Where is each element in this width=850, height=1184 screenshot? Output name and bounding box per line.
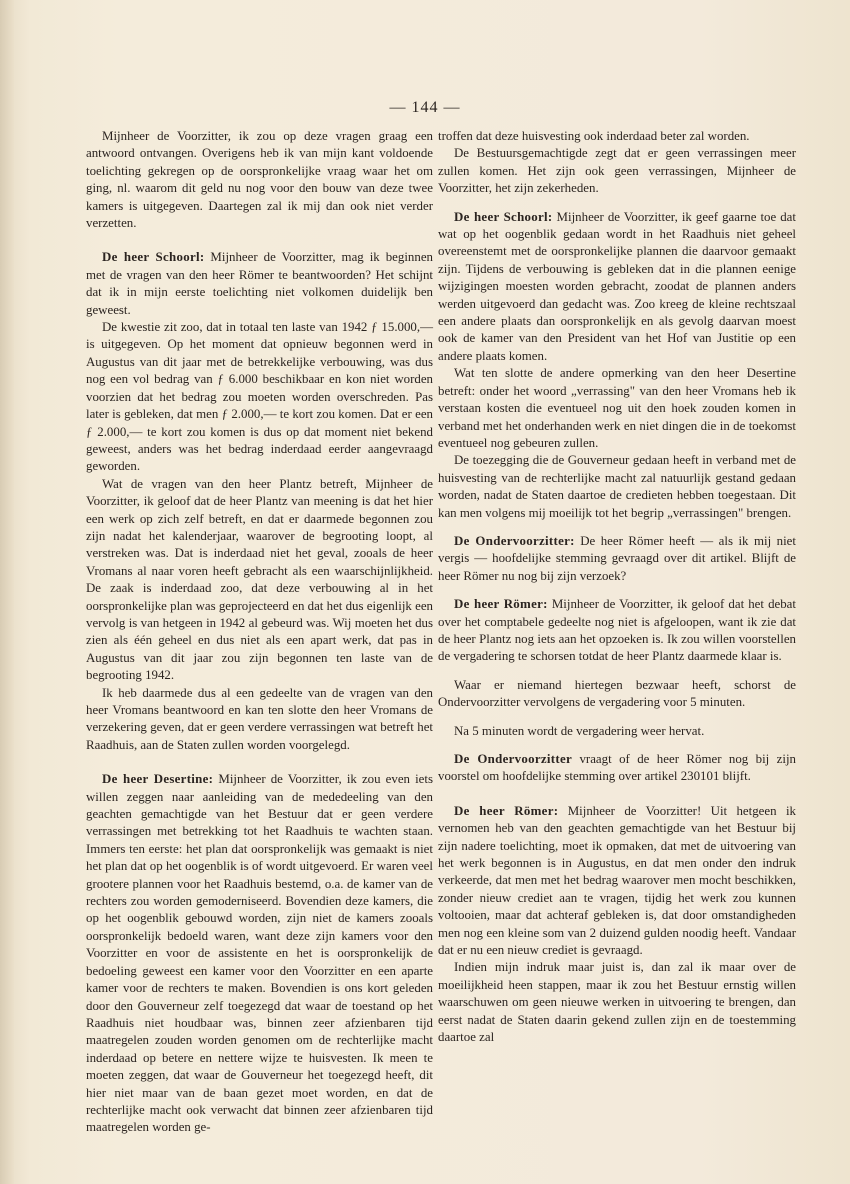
paragraph: Mijnheer de Voorzitter, ik zou op deze vragen graag een antwoord ontvangen. Overigens heb ik van mijn kant voldoende toelichting gekregen op de oorspronkelijke vraag waar het om ging, nl. waarom dit geld nu nog voor den bouw van deze twee kamers is uitgegeven. Daartegen zal ik mij dan ook niet verder verzetten. <box>86 129 433 231</box>
paragraph: De heer Desertine: Mijnheer de Voorzitter, ik zou even iets willen zeggen naar aanleiding van de mededeeling van den geachten gemachtigde van het Bestuur dat er geen verdere verrassingen met betrekking tot het Raadhuis te wachten staan. Immers ten eerste: het plan dat oorspronkelijk was gemaakt is niet het plan dat op het oogenblik is of wordt uitgevoerd. Er waren veel grootere plannen voor het Raadhuis bestemd, o.a. de kamer van de rechters zou worden gemoderniseerd. Bovendien deze kamers, die op het oogenblik gebouwd worden, zijn niet de kamers zooals oorspronkelijk bedoeld waren, want deze zijn kamers voor den Voorzitter en voor de assistente en het is oorspronkelijk de bedoeling geweest een kamer voor den Voorzitter en een aparte kamer voor de rechters te maken. Bovendien is ons kort geleden door den Gouverneur zelf toegezegd dat waar de toestand op het Raadhuis niet houdbaar was, binnen zeer afzienbaren tijd maatregelen zouden worden genomen om de rechterlijke macht inderdaad op betere en nettere wijze te huisvesten. Ik meen te moeten zeggen, dat waar de Gouverneur het toegezegd heeft, dit hier niet maar van de baan gezet moet worden, en dat de rechterlijke macht ook verwacht dat binnen zeer afzienbaren tijd maatregelen worden ge- <box>86 772 433 1135</box>
paragraph: De Bestuursgemachtigde zegt dat er geen verrassingen meer zullen komen. Het zijn ook geen verrassingen, Mijnheer de Voorzitter, het zijn zekerheden. <box>438 146 796 196</box>
page-number: — 144 — <box>389 99 461 116</box>
speaker-name: De heer Schoorl: <box>102 250 205 265</box>
speaker-name: De Ondervoorzitter: <box>454 533 575 548</box>
speaker-name: De Ondervoorzitter <box>454 752 573 766</box>
paragraph: De heer Schoorl: Mijnheer de Voorzitter, mag ik beginnen met de vragen van den heer Römer te beantwoorden? Het schijnt dat ik in mijn eerste toelichting niet volkomen duidelijk ben geweest. <box>86 250 433 317</box>
paragraph: Ik heb daarmede dus al een gedeelte van de vragen van den heer Vromans beantwoord en kan ten slotte den heer Vromans de verzekering geven, dat er geen verdere verrassingen wat betreft het Raadhuis, aan de Staten zullen worden voorgelegd. <box>86 685 433 752</box>
speaker-name: De heer Römer: <box>454 597 548 612</box>
binding-edge <box>0 0 14 1184</box>
speaker-name: De heer Schoorl: <box>454 209 553 224</box>
paragraph: De Ondervoorzitter vraagt of de heer Römer nog bij zijn voorstel om hoofdelijke stemming over artikel 230101 blijft. <box>438 752 796 784</box>
paragraph: Wat de vragen van den heer Plantz betreft, Mijnheer de Voorzitter, ik geloof dat de heer Plantz van meening is dat het hier een werk op zich zelf betreft, en dat er daarmede begonnen zou zijn nadat het kalenderjaar, waarover de begrooting loopt, al verstreken was. Dat is inderdaad niet het geval, zooals de heer Vromans al naar voren heeft gebracht als een waarschijnlijkheid. De zaak is inderdaad zoo, dat deze verbouwing al in het oorspronkelijke plan was geprojecteerd en dat het dus eigenlijk een vervolg is van hetgeen in 1942 al gebeurd was. Wij moeten het dus zien als één geheel en dus niet als een apart werk, dat pas in Augustus van dit jaar zou zijn begonnen ten laste van de begrooting 1942. <box>86 476 433 683</box>
paragraph: De heer Römer: Mijnheer de Voorzitter! Uit hetgeen ik vernomen heb van den geachten gemachtigde van het Bestuur bij zijn nadere toelichting, moet ik opmaken, dat met de uitvoering van het werk begonnen is in Augustus, en dat men onder den indruk verkeerde, dat men met het bedrag waarover men mocht beschikken, zonder nieuw crediet aan te vragen, tijdig het werk zou kunnen voltooien, maar dat achteraf gebleken is, dat door omstandigheden men nog een kleine som van 2 duizend gulden noodig heeft. Vandaar dat er nu een nieuw crediet is gevraagd. <box>438 803 796 958</box>
paragraph: De heer Römer: Mijnheer de Voorzitter, ik geloof dat het debat over het comptabele gedeelte nog niet is afgeloopen, want ik zie dat de heer Plantz nog iets aan het opzoeken is. Ik zou willen voorstellen de vergadering te schorsen totdat de heer Plantz daarmede klaar is. <box>438 597 796 664</box>
paragraph: De kwestie zit zoo, dat in totaal ten laste van 1942 ƒ 15.000,— is uitgegeven. Op het moment dat opnieuw begonnen werd in Augustus van dit jaar met de betrekkelijke verbouwing, was dus nog een vol bedrag van ƒ 6.000 beschikbaar en kon niet worden voorzien dat het bedrag zou moeten worden overschreden. Pas later is gebleken, dat men ƒ 2.000,— te kort zou komen. Dat er een ƒ 2.000,— te kort zou komen is dus op dat moment niet bekend geweest, anders was het bedrag inderdaad eerder aangevraagd geworden. <box>86 320 433 474</box>
paragraph: De Ondervoorzitter: De heer Römer heeft — als ik mij niet vergis — hoofdelijke stemming gevraagd over dit artikel. Blijft de heer Römer nu nog bij zijn verzoek? <box>438 533 796 583</box>
right-column <box>438 128 796 1047</box>
paragraph: De toezegging die de Gouverneur gedaan heeft in verband met de huisvesting van de rechterlijke macht zal natuurlijk gestand gedaan worden, nadat de Staten daartoe de credieten hebben toegestaan. Dit kan men volgens mij moeilijk tot het begrip „verrassingen" brengen. <box>438 453 796 520</box>
speaker-name: De heer Desertine: <box>102 772 214 787</box>
paragraph: Indien mijn indruk maar juist is, dan zal ik maar over de moeilijkheid heen stappen, maar ik zou het Bestuur ernstig willen waarschuwen om geen nieuwe werken in uitvoering te brengen, dan eerst nadat de Staten daarin gekend zullen zijn en de toestemming daartoe zal <box>438 960 796 1045</box>
left-column <box>86 128 433 1137</box>
paragraph: De heer Schoorl: Mijnheer de Voorzitter, ik geef gaarne toe dat wat op het oogenblik gedaan wordt in het Raadhuis niet geheel overeenstemt met de oorspronkelijke plannen die daarvoor gemaakt zijn. Tijdens de verbouwing is gebleken dat in die plannen eenige wijzigingen moesten worden gebracht, zoodat de plannen anders werden uitgevoerd dan gedacht was. Zoo kreeg de kleine rechtszaal een andere plaats dan oorspronkelijk en als gevolg daarvan moest ook de kamer van den President van het Hof van Justitie op een andere plaats komen. <box>438 209 796 363</box>
paragraph: Na 5 minuten wordt de vergadering weer hervat. <box>454 723 705 738</box>
speaker-name: De heer Römer: <box>454 803 559 818</box>
paragraph: Waar er niemand hiertegen bezwaar heeft, schorst de Ondervoorzitter vervolgens de vergadering voor 5 minuten. <box>438 677 796 710</box>
paragraph: troffen dat deze huisvesting ook inderdaad beter zal worden. <box>438 129 750 143</box>
paragraph: Wat ten slotte de andere opmerking van den heer Desertine betreft: onder het woord „verrassing" van den heer Vromans heb ik verstaan kosten die eventueel nog uit den hoek zouden komen in verband met het onderhanden werk en niet dingen die in de toekomst eventueel nog gebeuren zullen. <box>438 366 796 450</box>
